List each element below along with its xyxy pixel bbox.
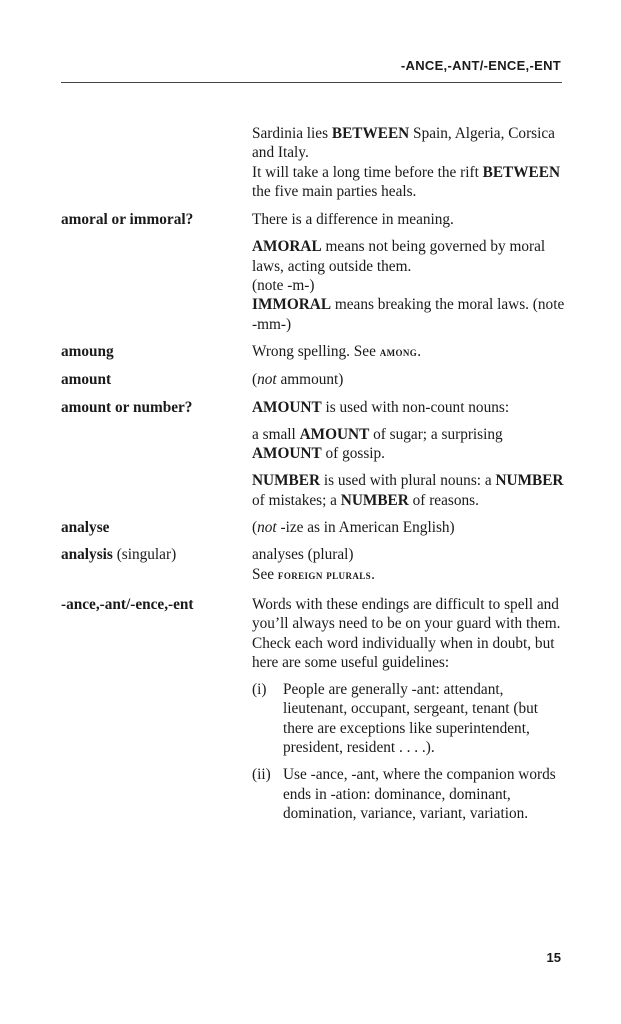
text-run: ammount) bbox=[276, 371, 344, 389]
guideline-text: Use -ance, -ant, where the companion words ends in -ation: dominance, dominant, domination, variance, variant, variation. bbox=[283, 766, 556, 822]
definition-paragraph bbox=[252, 471, 571, 510]
term-text: amount or number? bbox=[61, 398, 193, 416]
text-run: (note -m-) bbox=[252, 277, 315, 295]
text-run: Words with these endings are difficult to spell and you’ll always need to be on your guard with them. Check each word individually when in doubt, but here are some useful guidelines: bbox=[252, 595, 561, 671]
entry-term bbox=[61, 545, 249, 564]
entry-definition bbox=[252, 210, 571, 334]
bold-term: IMMORAL bbox=[252, 296, 332, 314]
bold-term: AMOUNT bbox=[252, 445, 322, 463]
definition-paragraph bbox=[252, 163, 571, 202]
definition-paragraph bbox=[252, 398, 571, 417]
text-run: See bbox=[252, 565, 278, 583]
guideline-number: (i) bbox=[252, 681, 267, 699]
text-run: ( bbox=[252, 519, 258, 537]
term-note: (singular) bbox=[116, 546, 177, 564]
definition-paragraph bbox=[252, 565, 571, 585]
entry bbox=[61, 370, 571, 389]
definition-paragraph bbox=[252, 342, 571, 362]
header-rule bbox=[61, 82, 562, 83]
definition-paragraph bbox=[252, 276, 571, 295]
bold-term: AMORAL bbox=[252, 238, 322, 256]
text-run: It will take a long time before the rift bbox=[252, 163, 483, 181]
dictionary-entries bbox=[61, 116, 571, 823]
bold-term: AMOUNT bbox=[252, 398, 322, 416]
bold-term: BETWEEN bbox=[482, 163, 561, 181]
running-header: -ANCE,-ANT/-ENCE,-ENT bbox=[400, 58, 561, 73]
guideline-text: People are generally -ant: attendant, lieutenant, occupant, sergeant, tenant (but there are exceptions like superintendent, president, resident . . . .). bbox=[283, 681, 538, 757]
bold-term: BETWEEN bbox=[331, 125, 410, 142]
entry-term bbox=[61, 595, 249, 614]
term-text: analysis bbox=[61, 546, 113, 564]
text-run: -ize as in American English) bbox=[276, 519, 455, 537]
entry-definition bbox=[252, 518, 571, 537]
entry-definition bbox=[252, 124, 571, 201]
entry-term bbox=[61, 210, 249, 229]
definition-paragraph bbox=[252, 124, 571, 163]
italic-text: not bbox=[257, 519, 277, 537]
entry-term bbox=[61, 398, 249, 417]
text-run: of mistakes; a bbox=[252, 491, 341, 509]
text-run: Spain, Algeria, Corsica and Italy. bbox=[252, 125, 555, 162]
term-text: amoung bbox=[61, 342, 114, 360]
text-run: of sugar; a surprising bbox=[369, 425, 503, 443]
guideline-item bbox=[252, 680, 571, 757]
bold-term: NUMBER bbox=[340, 491, 409, 509]
entry-term bbox=[61, 518, 249, 537]
term-text: analyse bbox=[61, 519, 110, 537]
text-run: ( bbox=[252, 371, 258, 389]
bold-term: NUMBER bbox=[495, 472, 564, 490]
page-number: 15 bbox=[546, 950, 561, 965]
bold-term: AMOUNT bbox=[299, 425, 370, 443]
text-run: analyses (plural) bbox=[252, 546, 354, 564]
guideline-item bbox=[252, 765, 571, 823]
italic-text: not bbox=[257, 371, 277, 389]
entry bbox=[61, 595, 571, 823]
entry bbox=[61, 210, 571, 334]
entry-definition bbox=[252, 545, 571, 585]
definition-paragraph bbox=[252, 545, 571, 564]
text-run: is used with plural nouns: a bbox=[320, 472, 496, 490]
entry bbox=[61, 545, 571, 585]
entry bbox=[61, 342, 571, 362]
term-text: amount bbox=[61, 371, 112, 389]
text-run: Wrong spelling. See bbox=[252, 342, 380, 360]
cross-reference: foreign plurals bbox=[277, 567, 372, 582]
definition-paragraph bbox=[252, 370, 571, 389]
definition-paragraph bbox=[252, 295, 571, 334]
text-run: is used with non-count nouns: bbox=[321, 398, 510, 416]
text-run: There is a difference in meaning. bbox=[252, 211, 454, 229]
text-run: of reasons. bbox=[408, 491, 479, 509]
definition-paragraph bbox=[252, 210, 571, 229]
text-run: . bbox=[371, 565, 375, 583]
cross-reference: among bbox=[379, 344, 418, 359]
entry-definition bbox=[252, 398, 571, 510]
text-run: . bbox=[417, 342, 422, 360]
entry-term bbox=[61, 342, 249, 361]
text-run: means breaking the moral laws. (note -mm-) bbox=[252, 296, 565, 333]
text-run: the five main parties heals. bbox=[252, 182, 417, 200]
entry-term bbox=[61, 370, 249, 389]
text-run: a small bbox=[252, 425, 300, 443]
term-text: -ance,-ant/-ence,-ent bbox=[61, 595, 194, 613]
bold-term: NUMBER bbox=[252, 472, 320, 490]
entry bbox=[61, 518, 571, 537]
text-run: means not being governed by moral laws, acting outside them. bbox=[252, 238, 546, 275]
definition-paragraph bbox=[252, 425, 571, 464]
guideline-number: (ii) bbox=[252, 766, 271, 784]
entry-definition bbox=[252, 370, 571, 389]
definition-paragraph bbox=[252, 237, 571, 276]
term-text: amoral or immoral? bbox=[61, 211, 194, 229]
text-run: Sardinia lies bbox=[252, 125, 332, 142]
entry bbox=[61, 124, 571, 201]
entry-definition bbox=[252, 342, 571, 362]
entry bbox=[61, 398, 571, 510]
definition-paragraph bbox=[252, 595, 571, 672]
entry-definition bbox=[252, 595, 571, 823]
text-run: of gossip. bbox=[321, 445, 386, 463]
definition-paragraph bbox=[252, 518, 571, 537]
